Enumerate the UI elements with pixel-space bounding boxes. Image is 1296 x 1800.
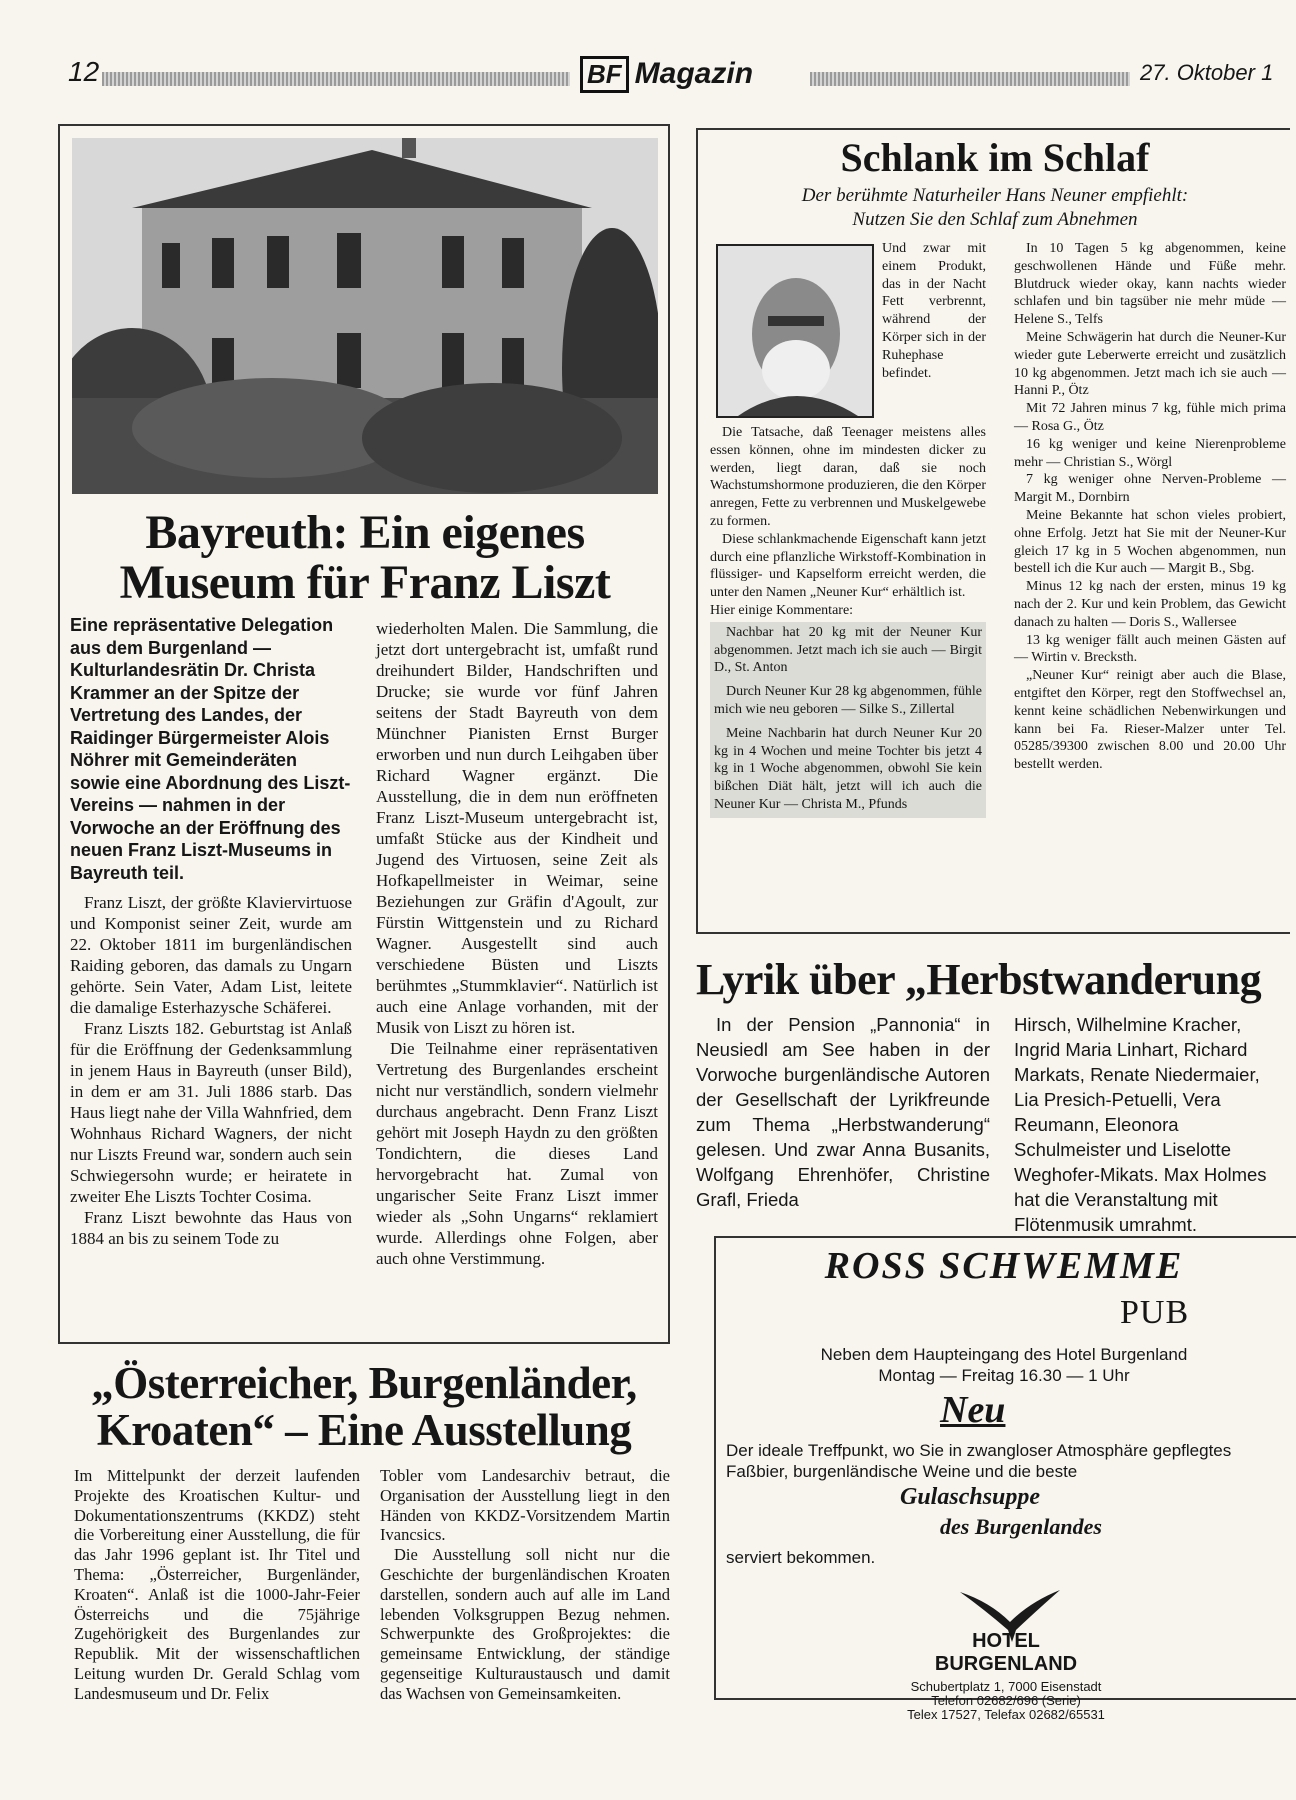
liszt-lead: Eine repräsentative Delegation aus dem Burgenland — Kulturlandesrätin Dr. Christa Krammer an der Spitze der Vertretung des Landes, der Raidinger Bürgermeister Alois Nöhrer mit Gemeinderäten sowie eine Abordnung des Liszt-Vereins — nahmen in der Vorwoche an der Eröffnung des neuen Franz Liszt-Museums in Bayreuth teil.: [70, 615, 351, 883]
kroaten-column-1: [74, 1466, 360, 1704]
schlank-comment: Meine Nachbarin hat durch Neuner Kur 20 kg in 4 Wochen und meine Tochter bis jetzt 4 kg in 1 Woche abgenommen, obwohl Sie kein bißchen Diät hält, jetzt will ich auch die Neuner Kur — Christa M., Pfunds: [714, 725, 982, 812]
hotel-phone: Telefon 02682/696 (Serie): [931, 1693, 1081, 1708]
lyrik-paragraph: Hirsch, Wilhelmine Kracher, Ingrid Maria Linhart, Richard Markats, Renate Niedermaier, Lia Presich-Petuelli, Vera Reumann, Eleonora Schulmeister und Liselotte Weghofer-Mikats. Max Holmes hat die Veranstaltung mit Flötenmusik umrahmt.: [1014, 1014, 1267, 1235]
kroaten-column-2: [380, 1466, 670, 1704]
liszt-headline-line1: Bayreuth: Ein eigenes: [145, 506, 585, 559]
schlank-intro-text: Und zwar mit einem Produkt, das in der Nacht Fett verbrennt, während der Körper sich in der Ruhephase befindet.: [882, 241, 986, 381]
liszt-paragraph: Franz Liszt bewohnte das Haus von 1884 an bis zu seinem Tode zu: [70, 1208, 352, 1248]
lyrik-column-2: [1014, 1012, 1288, 1237]
lyrik-column-1: [696, 1012, 990, 1212]
liszt-column-1: [70, 614, 352, 1249]
schlank-subline2: Nutzen Sie den Schlaf zum Abnehmen: [852, 209, 1138, 230]
schlank-paragraph: Diese schlankmachende Eigenschaft kann jetzt durch eine pflanzliche Wirkstoff-Kombination in flüssiger- und Kapselform erreicht werden, die unter den Namen „Neuner Kur“ erhältlich ist.: [710, 531, 986, 601]
liszt-paragraph: Franz Liszts 182. Geburtstag ist Anlaß für die Eröffnung der Gedenksammlung in jenem Haus in Bayreuth (unser Bild), in dem er am 31. Juli 1886 starb. Das Haus liegt nahe der Villa Wahnfried, dem Wohnhaus Richard Wagners, der nicht nur Liszts Freund war, sondern auch sein Schwiegersohn wurde; er heiratete in zweiter Ehe Liszts Tochter Cosima.: [70, 1019, 352, 1206]
header-rule-left: [102, 72, 570, 86]
schlank-paragraph: Die Tatsache, daß Teenager meistens alles essen können, ohne im mindesten dicker zu werden, liegt daran, daß sie noch Wachstumshormone produzieren, die den Körper anregen, Fette zu verbrennen und Muskelgewebe zu formen.: [710, 425, 986, 529]
kroaten-paragraph: Im Mittelpunkt der derzeit laufenden Projekte des Kroatischen Kultur- und Dokumentationszentrums (KKDZ) steht die Vorbereitung einer Ausstellung, die für das Jahr 1996 geplant ist. Ihr Titel und Thema: „Österreicher, Burgenländer, Kroaten“. Anlaß ist die 1000-Jahr-Feier Österreichs und die 75jährige Zugehörigkeit des Burgenlandes zur Republik. Mit der wissenschaftlichen Leitung wurden Dr. Gerald Schlag vom Landesmuseum und Dr. Felix: [74, 1466, 360, 1703]
schlank-intro: [882, 240, 986, 382]
schlank-testimonial: 16 kg weniger und keine Nierenprobleme mehr — Christian S., Wörgl: [1014, 436, 1286, 470]
liszt-paragraph: wiederholten Malen. Die Sammlung, die jetzt dort untergebracht ist, umfaßt rund dreihundert Bilder, Handschriften und Drucke; sie wurde vor fünf Jahren seitens der Stadt Bayreuth von dem Münchner Pianisten Ernst Burger erworben und nun durch Leihgaben über Richard Wagner ergänzt. Die Ausstellung, die in dem nun eröffneten Franz Liszt-Museum untergebracht ist, umfaßt Stücke aus der Kindheit und Jugend des Virtuosen, seine Zeit als Hofkapellmeister in Weimar, seine Beziehungen zur Gräfin d'Agoult, zur Fürstin Wittgenstein und zu Richard Wagner. Ausgestellt sind auch verschiedene Büsten und Liszts berühmtes „Stummklavier“. Natürlich ist auch eine Anlage vorhanden, mit der Musik von Liszt zu hören ist.: [376, 619, 658, 1037]
schlank-comments-label: Hier einige Kommentare:: [710, 602, 854, 618]
liszt-column-2: [376, 618, 658, 1269]
naturheiler-portrait: [716, 244, 874, 418]
liszt-paragraph: Franz Liszt, der größte Klaviervirtuose und Komponist seiner Zeit, wurde am 22. Oktober 1811 im burgenländischen Raiding geboren, das damals zu Ungarn gehörte. Sein Vater, Adam List, leitete die damalige Esterhazysche Schäferei.: [70, 893, 352, 1017]
schlank-comment: Nachbar hat 20 kg mit der Neuner Kur abgenommen. Jetzt mach ich sie auch — Birgit D., St. Anton: [714, 624, 982, 676]
pub-label: PUB: [1120, 1294, 1190, 1331]
kroaten-paragraph: Tobler vom Landesarchiv betraut, die Organisation der Ausstellung liegt in den Händen von KKDZ-Vorsitzendem Martin Ivancsics.: [380, 1466, 670, 1545]
hotel-logo-text: [926, 1630, 1086, 1676]
pub-hours: Montag — Freitag 16.30 — 1 Uhr: [878, 1366, 1130, 1385]
magazine-logo: [580, 56, 753, 93]
page-number: 12: [68, 56, 100, 87]
pub-location: [724, 1344, 1284, 1386]
schlank-testimonial: „Neuner Kur“ reinigt aber auch die Blase, entgiftet den Körper, regt den Stoffwechsel an, kennt keine schädlichen Nebenwirkungen und kann bei Fa. Rieser-Malzer unter Tel. 05285/39300 zwischen 8.00 und 20.00 Uhr bestellt werden.: [1014, 668, 1286, 773]
hotel-address: [856, 1680, 1156, 1722]
pub-served: serviert bekommen.: [726, 1548, 876, 1567]
lyrik-headline: Lyrik über „Herbstwanderung: [696, 955, 1262, 1004]
pub-location-line: Neben dem Haupteingang des Hotel Burgenland: [820, 1345, 1188, 1364]
issue-date: 27. Oktober 1: [1140, 60, 1274, 85]
schlank-subline: [700, 184, 1290, 232]
schlank-testimonial: Meine Bekannte hat schon vieles probiert, ohne Erfolg. Jetzt hat Sie mit der Neuner-Kur gleich 17 kg in 5 Wochen abgenommen, nun bestell ich die Kur auch — Margit B., Sbg.: [1014, 507, 1286, 577]
liszt-house-photo: [72, 138, 658, 494]
schlank-subline1: Der berühmte Naturheiler Hans Neuner empfiehlt:: [801, 185, 1189, 206]
hotel-street: Schubertplatz 1, 7000 Eisenstadt: [910, 1679, 1102, 1694]
pub-description: Der ideale Treffpunkt, wo Sie in zwangloser Atmosphäre gepflegtes Faßbier, burgenländische Weine und die beste: [726, 1441, 1232, 1481]
lyrik-paragraph: In der Pension „Pannonia“ in Neusiedl am See haben in der Vorwoche burgenländische Autoren der Gesellschaft der Lyrikfreunde zum Thema „Herbstwanderung“ gelesen. Und zwar Anna Busanits, Wolfgang Ehrenhöfer, Christine Grafl, Frieda: [696, 1014, 990, 1210]
logo-badge: BF: [580, 56, 629, 93]
liszt-paragraph: Die Teilnahme einer repräsentativen Vertretung des Burgenlandes erscheint nicht nur verständlich, sondern vielmehr durchaus angebracht. Denn Franz Liszt gehört mit Joseph Haydn zu den größten Tondichtern, die dieses Land hervorgebracht hat. Zumal von ungarischer Seite Franz Liszt immer wieder als „Sohn Ungarns“ reklamiert wurde. Allerdings ohne Folgen, aber auch ohne Verstimmung.: [376, 1039, 658, 1268]
schlank-testimonial: Minus 12 kg nach der ersten, minus 19 kg nach der 2. Kur und kein Problem, das Gewicht danach zu halten — Doris S., Wallersee: [1014, 579, 1286, 630]
schlank-testimonial: 13 kg weniger fällt auch meinen Gästen auf — Wirtin v. Brecksth.: [1014, 632, 1286, 666]
liszt-headline-line2: Museum für Franz Liszt: [119, 556, 611, 610]
schlank-testimonial: Mit 72 Jahren minus 7 kg, fühle mich prima — Rosa G., Ötz: [1014, 401, 1286, 434]
kroaten-headline-line1: „Österreicher, Burgenländer,: [91, 1358, 637, 1408]
schlank-comment: Durch Neuner Kur 28 kg abgenommen, fühle mich wie neu geboren — Silke S., Zillertal: [714, 684, 982, 717]
schlank-testimonial: 7 kg weniger ohne Nerven-Probleme — Margit M., Dornbirn: [1014, 472, 1286, 506]
pub-script-2: des Burgenlandes: [940, 1514, 1102, 1539]
schlank-col-1: [710, 424, 986, 818]
liszt-headline: [72, 508, 658, 609]
schlank-testimonial: Meine Schwägerin hat durch die Neuner-Kur wieder gute Leberwerte erreicht und zusätzlich 10 kg abgenommen. Jetzt mach ich sie auch — Hanni P., Ötz: [1014, 329, 1286, 399]
schlank-comments-box: [710, 622, 986, 818]
hotel-telex: Telex 17527, Telefax 02682/65531: [907, 1707, 1105, 1722]
kroaten-paragraph: Die Ausstellung soll nicht nur die Geschichte der burgenländischen Kroaten darstellen, sondern auch auf alle im Land lebenden Volksgruppen Bezug nehmen. Schwerpunkte des Großprojektes: die gemeinsame Entwicklung, der ständige gegenseitige Kulturaustausch und damit das Wachsen von Gemeinsamkeiten.: [380, 1545, 670, 1703]
schlank-col-2: [1014, 240, 1286, 774]
pub-script-1: Gulaschsuppe: [900, 1484, 1041, 1510]
pub-brand: ROSS SCHWEMME: [824, 1245, 1184, 1287]
hotel-word: HOTEL: [972, 1630, 1040, 1652]
schlank-headline: Schlank im Schlaf: [840, 135, 1150, 180]
pub-neu: Neu: [940, 1389, 1006, 1431]
kroaten-headline: [58, 1360, 670, 1455]
header-rule-right: [810, 72, 1130, 86]
house-illustration: [72, 138, 658, 494]
hotel-name: BURGENLAND: [934, 1653, 1078, 1675]
logo-text: Magazin: [634, 57, 754, 90]
schlank-testimonial: In 10 Tagen 5 kg abgenommen, keine geschwollenen Hände und Füße mehr. Blutdruck wieder okay, kann nachts wieder schlafen und bin tagsüber nie mehr müde — Helene S., Telfs: [1014, 241, 1286, 328]
kroaten-headline-line2: Kroaten“ – Eine Ausstellung: [96, 1405, 632, 1456]
portrait-illustration: [718, 246, 872, 416]
